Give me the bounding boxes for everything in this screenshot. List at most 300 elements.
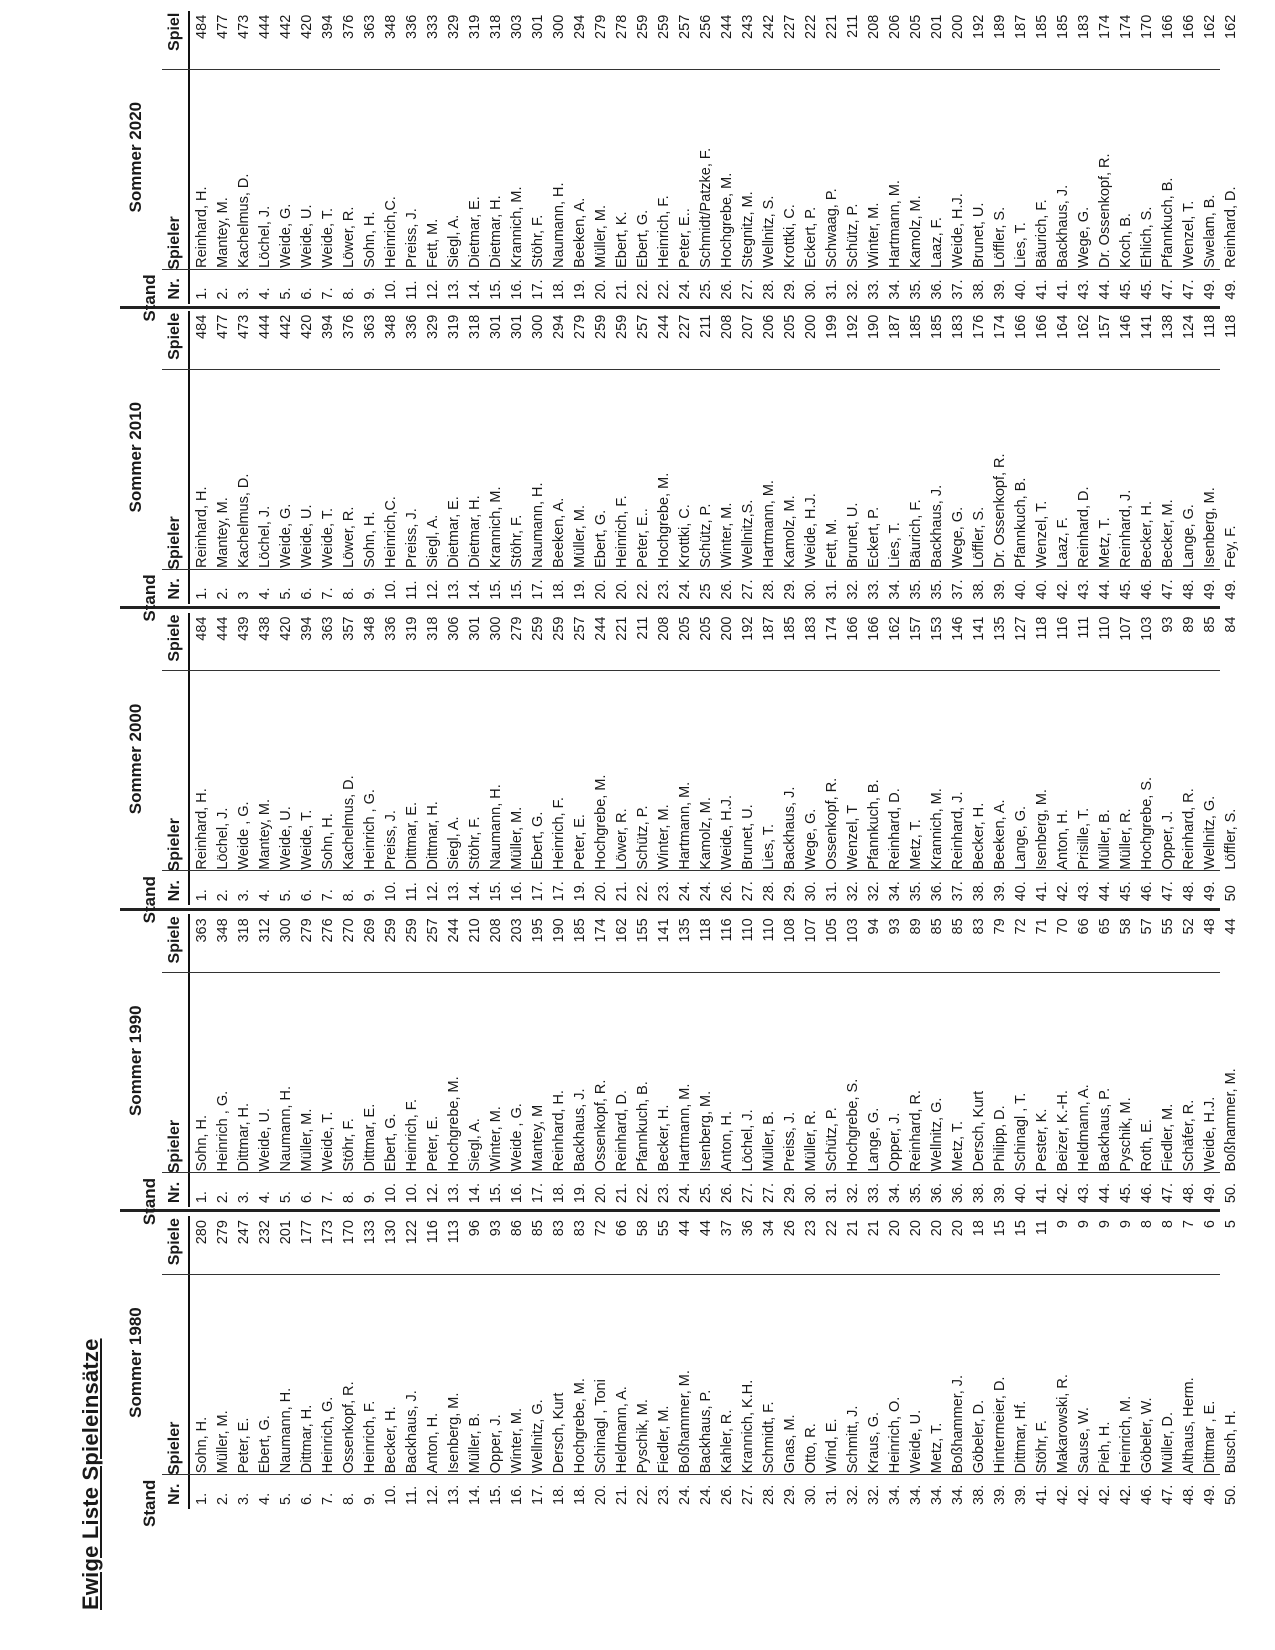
games-cell: 11 bbox=[1034, 1220, 1050, 1236]
table-row bbox=[423, 914, 444, 1207]
table-row bbox=[339, 311, 360, 604]
rank-cell: 11. bbox=[404, 280, 420, 300]
rank-cell: 26. bbox=[719, 579, 735, 600]
table-row bbox=[864, 311, 885, 604]
rank-cell: 41. bbox=[1034, 279, 1050, 300]
player-cell: Heinrich, F. bbox=[656, 195, 672, 268]
rank-cell: 7. bbox=[320, 889, 336, 902]
games-cell: 9 bbox=[1118, 1220, 1134, 1229]
games-cell: 259 bbox=[614, 314, 630, 339]
rank-cell: 26. bbox=[719, 1182, 735, 1204]
player-cell: Peter, E. bbox=[425, 1115, 441, 1172]
table-row bbox=[255, 613, 276, 906]
player-cell: Sohn, H. bbox=[362, 211, 378, 268]
player-cell: Isenberg, M. bbox=[698, 1090, 714, 1172]
player-cell: Fiedler, M. bbox=[656, 1405, 672, 1474]
table-row bbox=[1221, 1216, 1242, 1509]
player-cell: Hartmann, M. bbox=[887, 180, 903, 268]
rank-cell: 40. bbox=[1034, 579, 1050, 600]
games-cell: 174 bbox=[992, 314, 1008, 339]
table-row bbox=[360, 311, 381, 604]
player-cell: Dr. Ossenkopf, R. bbox=[1097, 153, 1113, 268]
table-row bbox=[465, 11, 486, 304]
player-cell: Heinrich, F. bbox=[362, 1400, 378, 1474]
rank-cell: 39. bbox=[992, 579, 1008, 600]
rank-cell: 48. bbox=[1181, 579, 1197, 600]
player-cell: Heinrich,C. bbox=[383, 496, 399, 568]
rank-cell: 48. bbox=[1181, 881, 1197, 902]
table-row bbox=[339, 613, 360, 906]
rank-cell: 7. bbox=[320, 1492, 336, 1505]
rank-cell: 27. bbox=[740, 579, 756, 600]
table-row bbox=[297, 914, 318, 1207]
table-row bbox=[1137, 311, 1158, 604]
games-cell: 222 bbox=[803, 14, 819, 39]
table-row bbox=[696, 311, 717, 604]
games-cell: 247 bbox=[236, 1220, 252, 1245]
table-row bbox=[822, 311, 843, 604]
games-cell: 111 bbox=[1076, 616, 1092, 639]
table-row bbox=[1053, 613, 1074, 906]
player-cell: Dittmar, H. bbox=[299, 1404, 315, 1474]
games-cell: 276 bbox=[320, 918, 336, 943]
rank-cell: 29. bbox=[782, 579, 798, 600]
player-cell: Sohn, H. bbox=[320, 813, 336, 870]
player-cell: Weide, U. bbox=[908, 1409, 924, 1474]
player-cell: Kahler, R. bbox=[719, 1409, 735, 1474]
player-cell: Becker, M. bbox=[1160, 499, 1176, 568]
rank-cell: 10. bbox=[383, 881, 399, 902]
games-cell: 37 bbox=[719, 1220, 735, 1237]
table-row bbox=[486, 914, 507, 1207]
rank-cell: 47. bbox=[1160, 279, 1176, 300]
table-row bbox=[906, 311, 927, 604]
table-row bbox=[465, 311, 486, 604]
rank-cell: 45. bbox=[1118, 279, 1134, 300]
rank-cell: 47. bbox=[1160, 881, 1176, 902]
rank-cell: 42. bbox=[1076, 1484, 1092, 1505]
games-cell: 15 bbox=[992, 1220, 1008, 1237]
column-header-row bbox=[162, 11, 188, 304]
games-cell: 133 bbox=[362, 1220, 378, 1245]
games-cell: 348 bbox=[383, 314, 399, 339]
table-row bbox=[885, 914, 906, 1207]
games-cell: 187 bbox=[887, 314, 903, 339]
games-cell: 20 bbox=[908, 1220, 924, 1237]
games-cell: 118 bbox=[698, 918, 714, 942]
rank-cell: 18. bbox=[572, 1484, 588, 1505]
player-cell: Laaz, F. bbox=[929, 217, 945, 268]
player-cell: Sohn, H. bbox=[194, 1115, 210, 1172]
table-row bbox=[927, 613, 948, 906]
table-row bbox=[1137, 11, 1158, 304]
games-cell: 300 bbox=[278, 918, 294, 943]
player-cell: Reinhard, H. bbox=[551, 1090, 567, 1172]
games-cell: 89 bbox=[1181, 616, 1197, 633]
rank-cell: 29. bbox=[782, 1182, 798, 1204]
games-cell: 89 bbox=[908, 918, 924, 935]
rank-cell: 7. bbox=[320, 587, 336, 600]
header-nr: Nr. bbox=[166, 880, 183, 902]
games-cell: 162 bbox=[1202, 14, 1218, 39]
player-cell: Weide, G. bbox=[278, 203, 294, 268]
rank-cell: 24. bbox=[677, 279, 693, 300]
table-row bbox=[864, 11, 885, 304]
table-row bbox=[1221, 11, 1242, 304]
table-row bbox=[948, 914, 969, 1207]
player-cell: Heinrich, F. bbox=[614, 495, 630, 568]
rank-cell: 41. bbox=[1034, 1182, 1050, 1204]
player-cell: Heinrich , G. bbox=[215, 1090, 231, 1172]
player-cell: Fey, F. bbox=[1223, 525, 1239, 568]
table-row bbox=[1074, 1216, 1095, 1509]
table-row bbox=[402, 311, 423, 604]
rank-cell: 39. bbox=[992, 881, 1008, 902]
player-cell: Siegl, A. bbox=[425, 514, 441, 568]
player-cell: Krannich, K.H. bbox=[740, 1379, 756, 1474]
games-cell: 116 bbox=[425, 1220, 441, 1244]
rank-cell: 24. bbox=[677, 1484, 693, 1505]
rank-cell: 43. bbox=[1076, 881, 1092, 902]
games-cell: 211 bbox=[635, 616, 651, 640]
table-row bbox=[1116, 11, 1137, 304]
rank-cell: 18. bbox=[551, 279, 567, 300]
games-cell: 257 bbox=[425, 918, 441, 943]
stand-heading: Stand bbox=[140, 1479, 159, 1527]
table-row bbox=[297, 11, 318, 304]
table-row bbox=[1053, 914, 1074, 1207]
table-row bbox=[1053, 311, 1074, 604]
table-row bbox=[633, 11, 654, 304]
player-cell: Weide, U. bbox=[278, 806, 294, 870]
table-row bbox=[192, 311, 213, 604]
games-cell: 83 bbox=[572, 1220, 588, 1237]
games-cell: 192 bbox=[971, 14, 987, 39]
rank-cell: 50. bbox=[1223, 1484, 1239, 1505]
games-cell: 9 bbox=[1055, 1220, 1071, 1229]
player-cell: Opper, J. bbox=[1160, 810, 1176, 870]
rank-cell: 18. bbox=[551, 1182, 567, 1204]
player-cell: Schütz, P. bbox=[824, 1107, 840, 1172]
games-cell: 83 bbox=[971, 918, 987, 935]
games-cell: 190 bbox=[866, 314, 882, 339]
rank-cell: 5. bbox=[278, 587, 294, 600]
table-row bbox=[1116, 311, 1137, 604]
player-cell: Stöhr, F. bbox=[530, 214, 546, 268]
table-row bbox=[1074, 613, 1095, 906]
table-row bbox=[675, 1216, 696, 1509]
games-cell: 376 bbox=[341, 14, 357, 39]
player-cell: Wellnitz, G. bbox=[929, 1097, 945, 1172]
games-cell: 442 bbox=[278, 314, 294, 339]
games-cell: 439 bbox=[236, 616, 252, 641]
rank-cell: 5. bbox=[278, 1191, 294, 1204]
games-cell: 170 bbox=[1139, 14, 1155, 39]
rank-cell: 30. bbox=[803, 1484, 819, 1505]
games-cell: 438 bbox=[257, 616, 273, 641]
rank-cell: 35. bbox=[908, 1182, 924, 1204]
table-row bbox=[1200, 1216, 1221, 1509]
games-cell: 166 bbox=[845, 616, 861, 641]
player-cell: Brunet, U. bbox=[971, 202, 987, 268]
player-cell: Weide, T. bbox=[320, 507, 336, 568]
header-games: Spiel bbox=[166, 12, 183, 51]
player-cell: Althaus, Herm. bbox=[1181, 1377, 1197, 1474]
games-cell: 58 bbox=[1118, 918, 1134, 935]
player-cell: Weide, H.J. bbox=[950, 193, 966, 268]
rank-cell: 36. bbox=[950, 1182, 966, 1204]
table-row bbox=[1095, 11, 1116, 304]
rank-cell: 35. bbox=[908, 579, 924, 600]
table-row bbox=[696, 914, 717, 1207]
player-cell: Sause, W. bbox=[1076, 1407, 1092, 1474]
games-cell: 85 bbox=[929, 918, 945, 935]
table-row bbox=[339, 914, 360, 1207]
table-row bbox=[276, 11, 297, 304]
table-row bbox=[1179, 914, 1200, 1207]
rank-cell: 11. bbox=[404, 1485, 420, 1505]
player-cell: Wellnitz, G. bbox=[1202, 795, 1218, 870]
rank-cell: 41. bbox=[1034, 1484, 1050, 1505]
games-cell: 183 bbox=[950, 314, 966, 339]
rank-cell: 13. bbox=[446, 1484, 462, 1505]
games-cell: 183 bbox=[803, 616, 819, 641]
games-cell: 301 bbox=[509, 314, 525, 339]
player-cell: Schütz, P. bbox=[635, 805, 651, 870]
games-cell: 394 bbox=[299, 616, 315, 641]
games-cell: 55 bbox=[656, 1220, 672, 1237]
table-row bbox=[675, 311, 696, 604]
games-cell: 210 bbox=[467, 918, 483, 943]
player-cell: Löchel, J. bbox=[257, 505, 273, 568]
games-cell: 93 bbox=[1160, 616, 1176, 633]
stand-heading: Stand bbox=[140, 274, 159, 322]
games-cell: 244 bbox=[656, 314, 672, 339]
table-row bbox=[612, 311, 633, 604]
rank-cell: 47. bbox=[1160, 1484, 1176, 1505]
games-cell: 205 bbox=[908, 14, 924, 39]
games-cell: 108 bbox=[782, 918, 798, 943]
table-row bbox=[507, 311, 528, 604]
rank-cell: 44. bbox=[1097, 579, 1113, 600]
header-games: Spiele bbox=[166, 312, 183, 360]
rank-cell: 32. bbox=[845, 1182, 861, 1204]
player-cell: Koch, B. bbox=[1118, 213, 1134, 268]
player-cell: Beeken, A. bbox=[551, 497, 567, 568]
games-cell: 96 bbox=[467, 1220, 483, 1237]
rank-cell: 19. bbox=[572, 1182, 588, 1204]
games-cell: 477 bbox=[215, 314, 231, 339]
rank-cell: 45. bbox=[1139, 279, 1155, 300]
player-cell: Dersch, Kurt bbox=[551, 1392, 567, 1474]
rank-cell: 11. bbox=[404, 580, 420, 600]
table-row bbox=[780, 914, 801, 1207]
rank-cell: 38. bbox=[971, 1182, 987, 1204]
games-cell: 174 bbox=[1118, 14, 1134, 39]
games-cell: 203 bbox=[509, 918, 525, 943]
rank-cell: 5. bbox=[278, 1492, 294, 1505]
player-cell: Heinrich, F. bbox=[404, 1098, 420, 1172]
rank-cell: 17. bbox=[530, 881, 546, 902]
player-cell: Brunet, U. bbox=[740, 804, 756, 870]
table-row bbox=[780, 1216, 801, 1509]
player-cell: Weide, T. bbox=[320, 1111, 336, 1172]
table-row bbox=[255, 311, 276, 604]
player-cell: Fiedler, M. bbox=[1160, 1103, 1176, 1172]
player-cell: Weide, T. bbox=[320, 207, 336, 268]
games-cell: 113 bbox=[446, 1220, 462, 1244]
rank-cell: 34. bbox=[887, 881, 903, 902]
games-cell: 484 bbox=[194, 314, 210, 339]
games-cell: 348 bbox=[215, 918, 231, 943]
player-cell: Hartmann, M. bbox=[677, 1083, 693, 1172]
table-row bbox=[381, 613, 402, 906]
rank-cell: 20. bbox=[593, 279, 609, 300]
table-row bbox=[612, 914, 633, 1207]
table-row bbox=[423, 11, 444, 304]
player-cell: Ossenkopf, R. bbox=[341, 1381, 357, 1474]
games-cell: 86 bbox=[509, 1220, 525, 1237]
rank-cell: 10. bbox=[383, 1484, 399, 1505]
player-cell: Dr. Ossenkopf, R. bbox=[992, 453, 1008, 568]
player-cell: Wenzel, T. bbox=[1034, 500, 1050, 568]
rank-cell: 8. bbox=[341, 1492, 357, 1505]
games-cell: 278 bbox=[614, 14, 630, 39]
header-rule bbox=[188, 613, 190, 906]
games-cell: 8 bbox=[1160, 1220, 1176, 1229]
games-cell: 190 bbox=[551, 918, 567, 943]
games-cell: 124 bbox=[1181, 314, 1197, 339]
games-cell: 201 bbox=[929, 14, 945, 39]
table-row bbox=[717, 1216, 738, 1509]
games-cell: 189 bbox=[992, 14, 1008, 39]
rank-cell: 19. bbox=[572, 579, 588, 600]
player-cell: Dittmar, E. bbox=[404, 801, 420, 870]
rank-cell: 17. bbox=[530, 1484, 546, 1505]
table-row bbox=[1053, 11, 1074, 304]
rows bbox=[192, 1216, 1242, 1509]
player-cell: Weide, H.J. bbox=[719, 794, 735, 870]
table-row bbox=[1095, 311, 1116, 604]
rank-cell: 4. bbox=[257, 1492, 273, 1505]
player-cell: Reinhard, H. bbox=[194, 788, 210, 870]
games-cell: 221 bbox=[614, 616, 630, 641]
rank-cell: 8. bbox=[341, 889, 357, 902]
games-cell: 110 bbox=[1097, 616, 1113, 640]
table-row bbox=[654, 311, 675, 604]
rank-cell: 22. bbox=[656, 279, 672, 300]
player-cell: Eckert, P. bbox=[803, 206, 819, 268]
table-row bbox=[990, 11, 1011, 304]
table-row bbox=[465, 1216, 486, 1509]
player-cell: Müller, B. bbox=[1097, 809, 1113, 870]
rank-cell: 25 bbox=[698, 583, 714, 600]
games-cell: 376 bbox=[341, 314, 357, 339]
games-cell: 9 bbox=[1097, 1220, 1113, 1229]
player-cell: Preiss, J. bbox=[404, 208, 420, 268]
season-heading: Sommer 1990 bbox=[126, 1005, 145, 1117]
games-cell: 484 bbox=[194, 616, 210, 641]
rank-cell: 24. bbox=[677, 1182, 693, 1204]
table-row bbox=[885, 613, 906, 906]
table-row bbox=[528, 914, 549, 1207]
games-cell: 205 bbox=[677, 616, 693, 641]
table-row bbox=[1200, 914, 1221, 1207]
table-row bbox=[654, 1216, 675, 1509]
player-cell: Schütz, P. bbox=[845, 203, 861, 268]
player-cell: Naumann, H. bbox=[530, 482, 546, 568]
rank-cell: 38. bbox=[971, 579, 987, 600]
table-row bbox=[1032, 11, 1053, 304]
rank-cell: 10. bbox=[404, 1182, 420, 1204]
rank-cell: 38. bbox=[971, 881, 987, 902]
games-cell: 208 bbox=[866, 14, 882, 39]
rank-cell: 41. bbox=[1034, 881, 1050, 902]
table-row bbox=[969, 613, 990, 906]
table-row bbox=[906, 613, 927, 906]
table-row bbox=[444, 11, 465, 304]
rank-cell: 27. bbox=[740, 1484, 756, 1505]
table-row bbox=[927, 311, 948, 604]
player-cell: Wenzel, T bbox=[845, 804, 861, 870]
player-cell: Müller, M. bbox=[299, 1108, 315, 1172]
table-separator bbox=[120, 908, 1220, 911]
stand-heading: Stand bbox=[140, 1177, 159, 1226]
rank-cell: 49. bbox=[1202, 1182, 1218, 1204]
games-cell: 201 bbox=[278, 1220, 294, 1245]
games-cell: 205 bbox=[782, 314, 798, 339]
player-cell: Wellnitz, G. bbox=[530, 1399, 546, 1474]
games-cell: 116 bbox=[719, 918, 735, 942]
player-cell: Kachelmus, D. bbox=[236, 473, 252, 568]
table-row bbox=[738, 914, 759, 1207]
games-cell: 301 bbox=[488, 314, 504, 339]
games-cell: 52 bbox=[1181, 918, 1197, 935]
table-sommer-1990 bbox=[118, 914, 1239, 1226]
table-row bbox=[570, 11, 591, 304]
player-cell: Ebert, K. bbox=[614, 211, 630, 268]
table-separator bbox=[120, 1210, 1220, 1213]
player-cell: Wind, E. bbox=[824, 1418, 840, 1474]
rank-cell: 34. bbox=[950, 1484, 966, 1505]
rows bbox=[192, 11, 1242, 304]
player-cell: Swelam, B. bbox=[1202, 194, 1218, 268]
player-cell: Opper, J. bbox=[887, 1112, 903, 1172]
rank-cell: 14. bbox=[467, 881, 483, 902]
column-header-row bbox=[162, 311, 188, 604]
games-cell: 187 bbox=[761, 616, 777, 641]
player-cell: Becker, H. bbox=[656, 1104, 672, 1172]
header-player: Spieler bbox=[166, 516, 183, 570]
table-row bbox=[1011, 11, 1032, 304]
games-cell: 21 bbox=[845, 1220, 861, 1237]
table-row bbox=[612, 613, 633, 906]
table-row bbox=[528, 613, 549, 906]
header-nr: Nr. bbox=[166, 578, 183, 600]
rank-cell: 3. bbox=[236, 889, 252, 902]
header-games: Spiele bbox=[166, 1218, 183, 1266]
player-cell: Dittmar, H. bbox=[425, 801, 441, 870]
player-cell: Winter, M. bbox=[719, 502, 735, 568]
table-row bbox=[507, 1216, 528, 1509]
table-row bbox=[885, 11, 906, 304]
rank-cell: 21. bbox=[614, 279, 630, 300]
player-cell: Prisille, T. bbox=[1076, 807, 1092, 870]
rows bbox=[192, 311, 1242, 604]
games-cell: 44 bbox=[1223, 918, 1239, 935]
rank-cell: 36. bbox=[929, 1182, 945, 1204]
table-row bbox=[780, 11, 801, 304]
